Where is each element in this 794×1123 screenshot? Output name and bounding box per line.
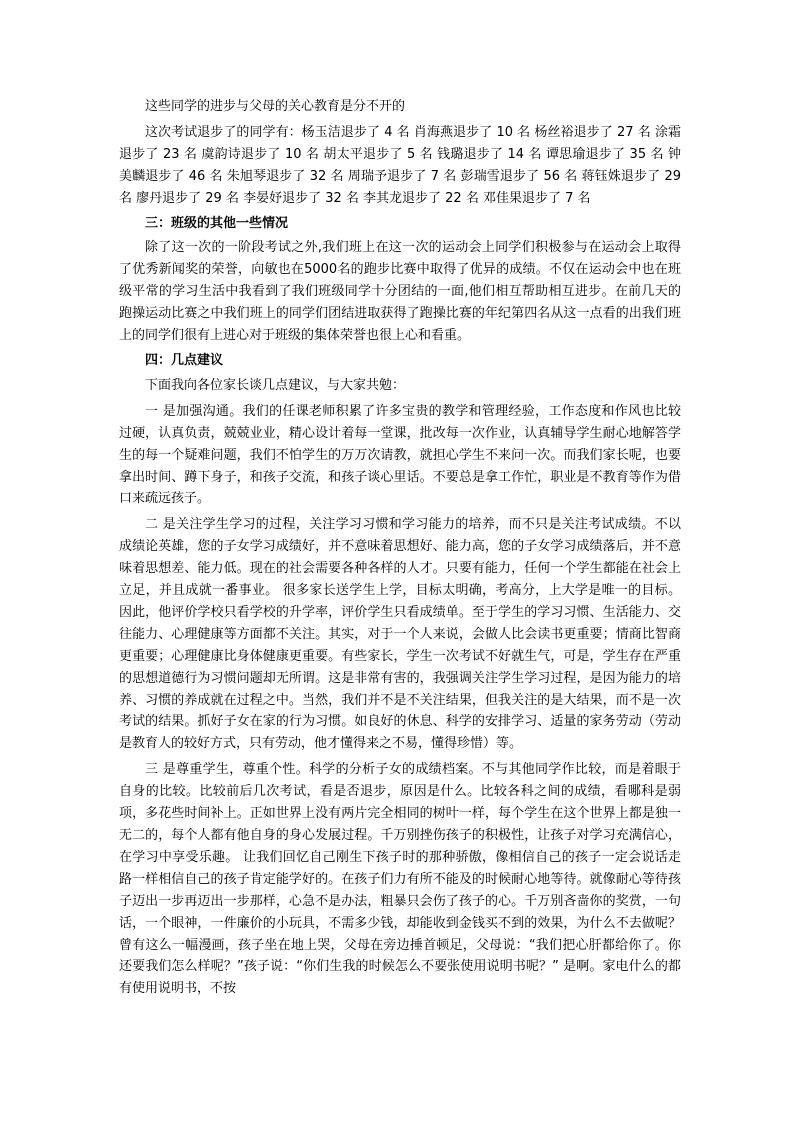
suggestion-3-paragraph: 三 是尊重学生，尊重个性。科学的分析子女的成绩档案。不与其他同学作比较，而是着眼于自身的比较。比较前后几次考试，看是否退步，原因是什么。比较各科之间的成绩，看哪科是弱项，多花些时间补上。正如世界上没有两片完全相同的树叶一样，每个学生在这个世界上都是独一无二的，每个人都有他自身的身心发展过程。千万别挫伤孩子的积极性，让孩子对学习充满信心，在学习中享受乐趣。 让我们回忆自己刚生下孩子时的那种骄傲，像相信自己的孩子一定会说话走路一样相信自己的孩子肯定能学好的。在孩子们力有所不能及的时候耐心地等待。就像耐心等待孩子迈出一步再迈出一步那样，心急不是办法，粗暴只会伤了孩子的心。千万别吝啬你的奖赏，一句话，一个眼神，一件廉价的小玩具，不需多少钱，却能收到金钱买不到的效果，为什么不去做呢？ 曾有这么一幅漫画，孩子坐在地上哭，父母在旁边捶首顿足，父母说：“我们把心肝都给你了。你还要我们怎么样呢？”孩子说：“你们生我的时候怎么不要张使用说明书呢？” 是啊。家电什么的都有使用说明书，不按 [119, 762, 681, 997]
suggestion-1-paragraph: 一 是加强沟通。我们的任课老师积累了许多宝贵的教学和管理经验，工作态度和作风也比较过硬，认真负责，兢兢业业，精心设计着每一堂课，批改每一次作业，认真辅导学生耐心地解答学生的每一个疑难问题，我们不怕学生的万万次请教，就担心学生不来问一次。而我们家长呢，也要拿出时间、蹲下身子，和孩子交流，和孩子谈心里话。不要总是拿工作忙，职业是不教育等作为借口来疏远孩子。 [119, 403, 681, 507]
section-3-heading: 三：班级的其他一些情况 [145, 215, 289, 231]
regress-students-paragraph: 这次考试退步了的同学有：杨玉洁退步了 4 名 肖海燕退步了 10 名 杨丝裕退步了 27 名 涂霜退步了 23 名 虞韵诗退步了 10 名 胡太平退步了 5 名 钱璐退步了 14 名 谭思瑜退步了 35 名 钟美麟退步了 46 名 朱旭琴退步了 32 名 周瑞予退步了 7 名 彭瑞雪退步了 56 名 蒋钰姝退步了 29 名 廖丹退步了 29 名 李晏妤退步了 32 名 李其龙退步了 22 名 邓佳果退步了 7 名 [119, 124, 681, 206]
section-4-intro: 下面我向各位家长谈几点建议，与大家共勉： [145, 377, 406, 393]
suggestion-2-paragraph: 二 是关注学生学习的过程，关注学习习惯和学习能力的培养，而不只是关注考试成绩。不以成绩论英雄，您的子女学习成绩好，并不意味着思想好、能力高，您的子女学习成绩落后，并不意味着思想差、能力低。现在的社会需要各种各样的人才。只要有能力，任何一个学生都能在社会上立足，并且成就一番事业。 很多家长送学生上学，目标太明确，考高分，上大学是唯一的目标。因此，他评价学校只看学校的升学率，评价学生只看成绩单。至于学生的学习习惯、生活能力、交往能力、心理健康等方面都不关注。其实，对于一个人来说，会做人比会读书更重要；情商比智商更重要；心理健康比身体健康更重要。有些家长，学生一次考试不好就生气，可是，学生存在严重的思想道德行为习惯问题却无所谓。这是非常有害的，我强调关注学生学习过程，是因为能力的培养、习惯的养成就在过程之中。当然，我们并不是不关注结果，但我关注的是大结果，而不是一次考试的结果。抓好子女在家的行为习惯。如良好的休息、科学的安排学习、适量的家务劳动（劳动是教育人的较好方式，只有劳动，他才懂得来之不易，懂得珍惜）等。 [119, 517, 681, 752]
section-4-heading: 四：几点建议 [145, 352, 224, 368]
section-3-paragraph: 除了这一次的一阶段考试之外,我们班上在这一次的运动会上同学们积极参与在运动会上取得了优秀新闻奖的荣誉，向敏也在5000名的跑步比赛中取得了优异的成绩。不仅在运动会中也在班级平常的学习生活中我看到了我们班级同学十分团结的一面,他们相互帮助相互进步。在前几天的跑操运动比赛之中我们班上的同学们团结进取获得了跑操比赛的年纪第四名从这一点看的出我们班上的同学们很有上进心对于班级的集体荣誉也很上心和看重。 [119, 240, 681, 344]
intro-line: 这些同学的进步与父母的关心教育是分不开的 [145, 99, 406, 114]
document-page [119, 96, 681, 1000]
